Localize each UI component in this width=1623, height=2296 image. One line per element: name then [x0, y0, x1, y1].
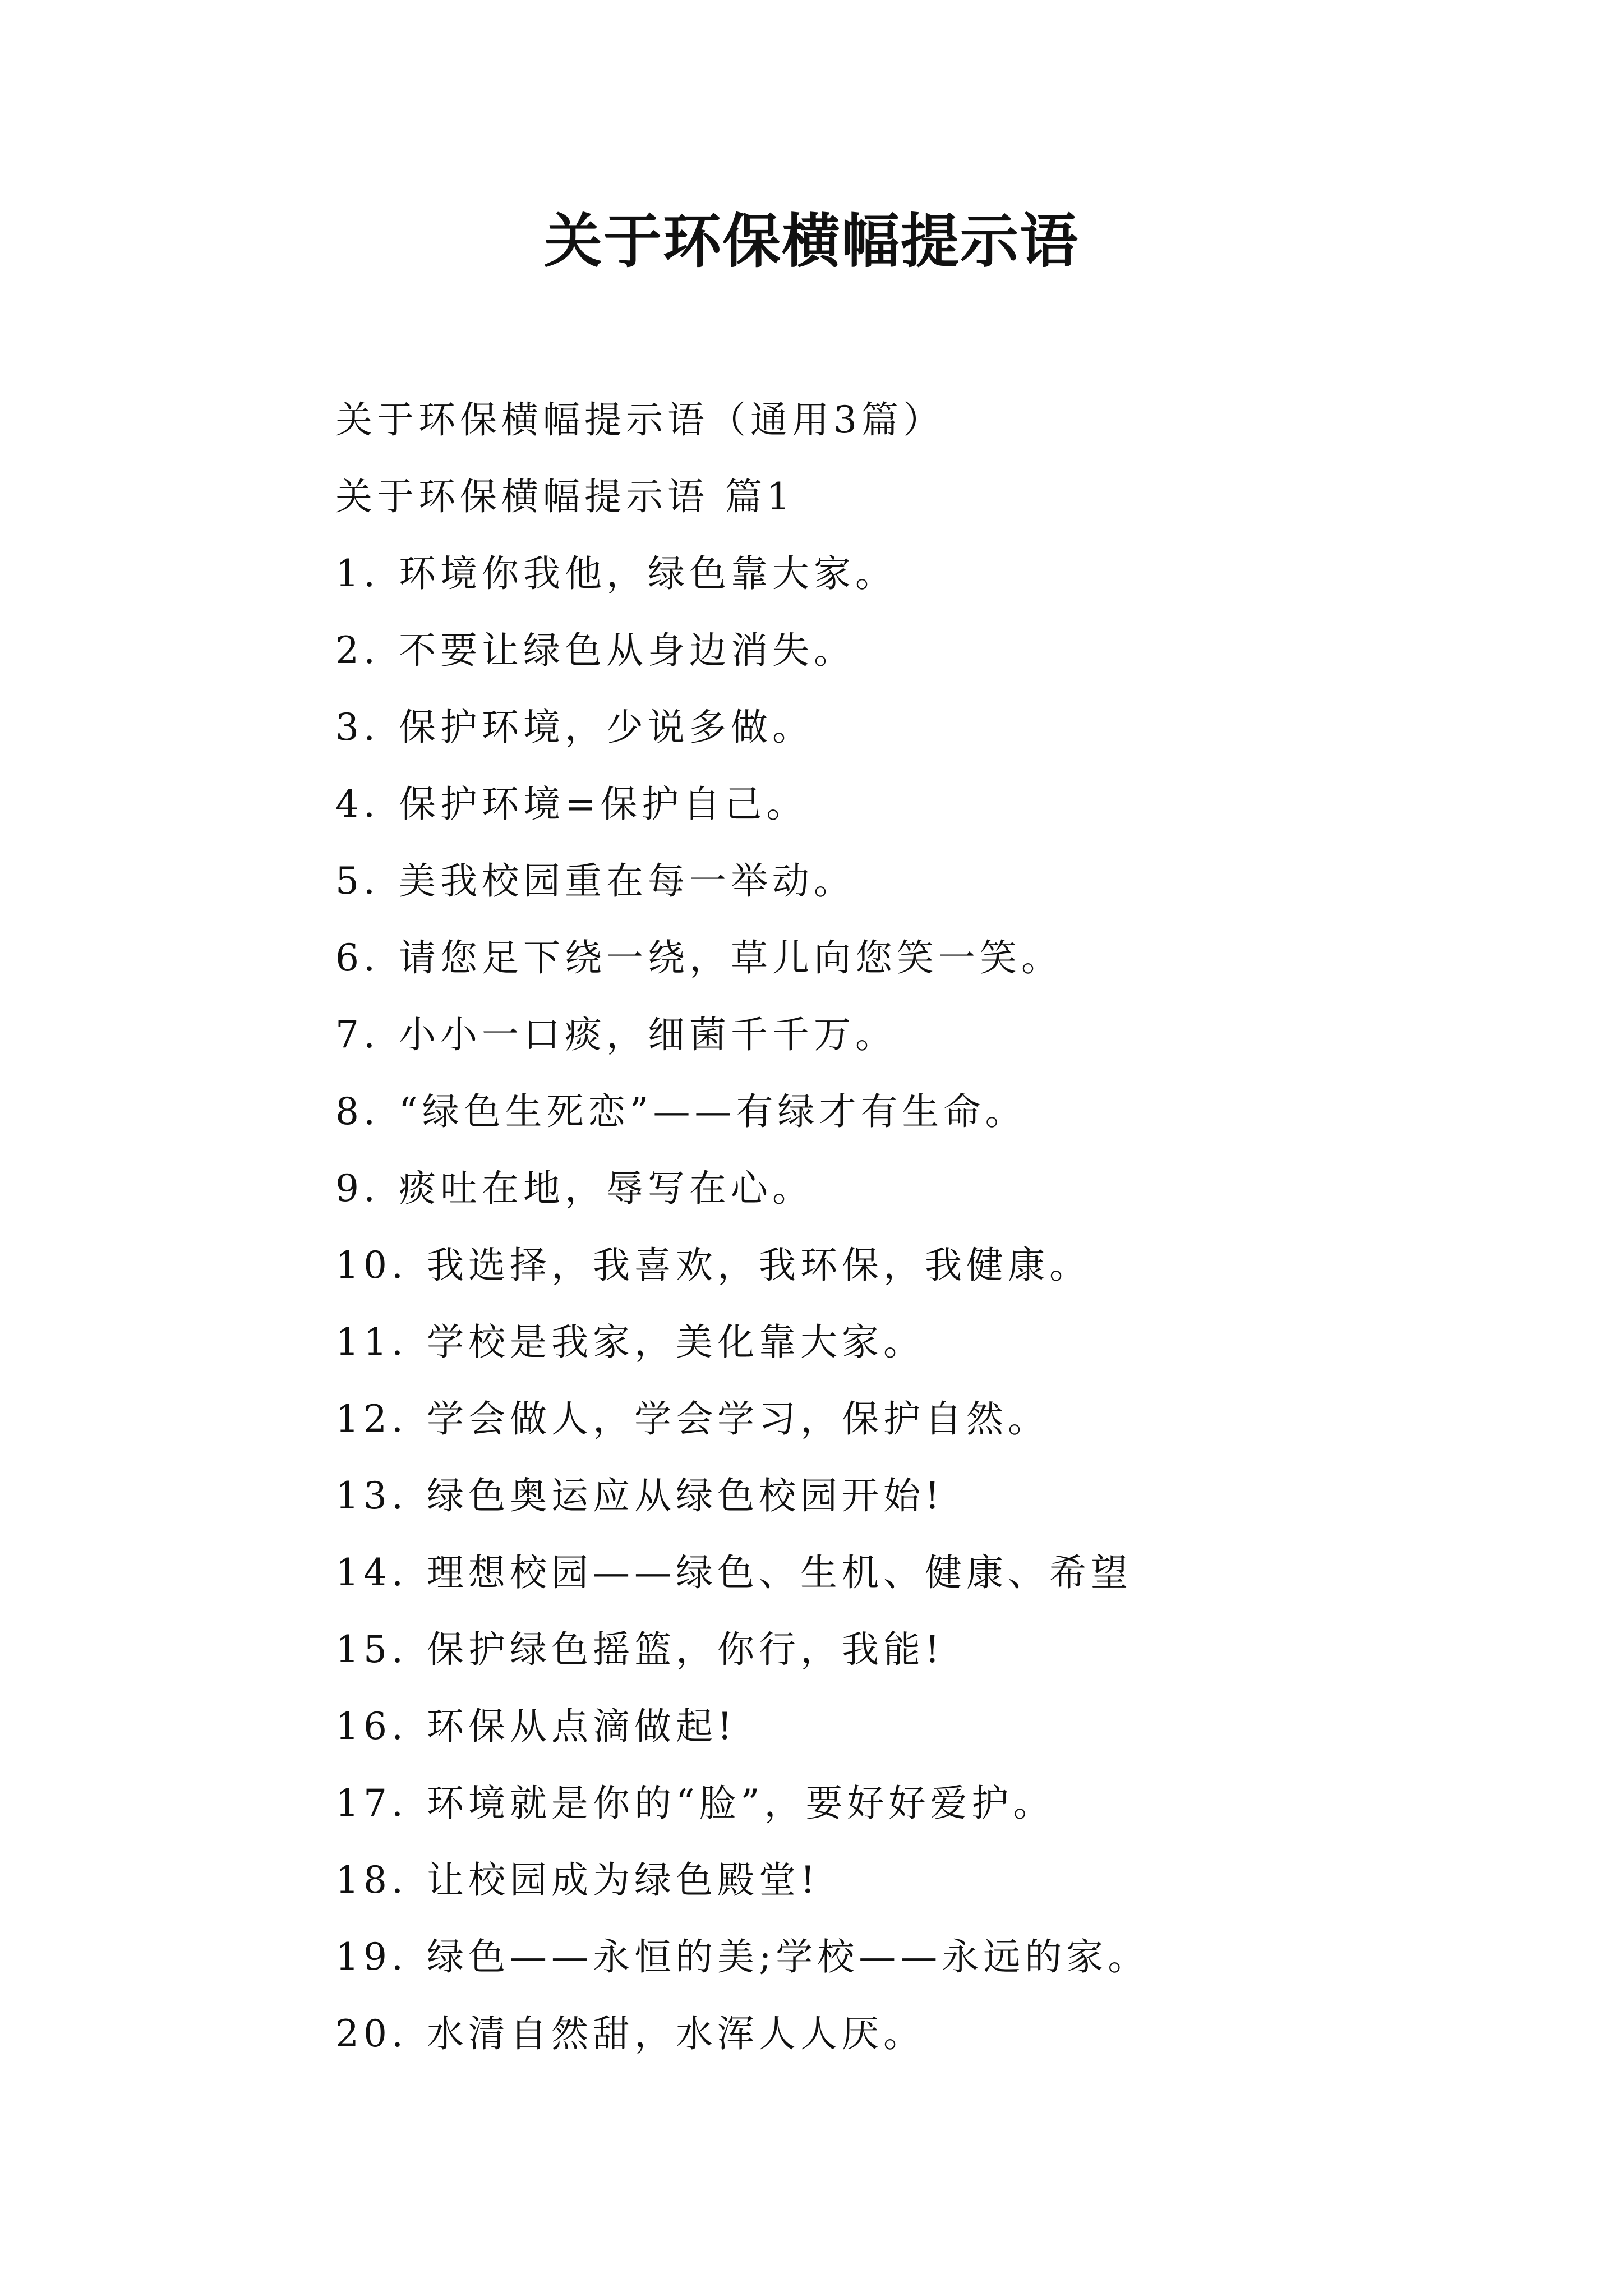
list-item	[335, 535, 1513, 612]
item-text: 保护环境=保护自己。	[398, 783, 808, 826]
item-text: 绿色奥运应从绿色校园开始!	[426, 1474, 944, 1517]
item-number: 3.	[335, 706, 380, 749]
item-text: 不要让绿色从身边消失。	[398, 629, 855, 672]
item-text: 保护环境，少说多做。	[398, 706, 814, 749]
item-number: 15.	[335, 1628, 408, 1671]
list-item	[335, 1304, 1513, 1381]
list-item	[335, 843, 1513, 919]
list-item	[335, 1381, 1513, 1457]
section-heading: 关于环保横幅提示语 篇1	[335, 475, 795, 518]
item-number: 12.	[335, 1397, 408, 1441]
item-text: 学会做人，学会学习，保护自然。	[426, 1397, 1049, 1441]
list-item	[335, 612, 1513, 689]
list-item	[335, 1611, 1513, 1688]
item-number: 10.	[335, 1244, 408, 1287]
item-number: 8.	[335, 1090, 380, 1133]
document-body	[335, 381, 1513, 2072]
item-text: 小小一口痰，细菌千千万。	[398, 1013, 897, 1056]
list-item	[335, 1842, 1513, 1918]
list-item	[335, 1534, 1513, 1611]
list-item	[335, 689, 1513, 766]
item-text: 水清自然甜，水浑人人厌。	[426, 2012, 925, 2055]
item-number: 6.	[335, 936, 380, 979]
item-text: 理想校园——绿色、生机、健康、希望	[426, 1551, 1132, 1594]
list-item	[335, 1227, 1513, 1304]
item-number: 1.	[335, 552, 380, 595]
list-item	[335, 1073, 1513, 1150]
list-item	[335, 1688, 1513, 1765]
item-number: 14.	[335, 1551, 408, 1594]
item-text: 痰吐在地，辱写在心。	[398, 1167, 814, 1210]
item-text: 环境你我他，绿色靠大家。	[398, 552, 897, 595]
list-item	[335, 996, 1513, 1073]
list-item	[335, 766, 1513, 843]
item-number: 2.	[335, 629, 380, 672]
list-item	[335, 1150, 1513, 1227]
item-text: “绿色生死恋”——有绿才有生命。	[398, 1090, 1027, 1133]
item-text: 我选择，我喜欢，我环保，我健康。	[426, 1244, 1091, 1287]
item-text: 环保从点滴做起!	[426, 1705, 737, 1748]
item-number: 5.	[335, 859, 380, 903]
item-number: 9.	[335, 1167, 380, 1210]
item-text: 让校园成为绿色殿堂!	[426, 1858, 820, 1902]
item-text: 美我校园重在每一举动。	[398, 859, 855, 903]
item-number: 18.	[335, 1858, 408, 1902]
item-number: 17.	[335, 1782, 408, 1825]
list-item	[335, 1457, 1513, 1534]
item-number: 20.	[335, 2012, 408, 2055]
list-item	[335, 1995, 1513, 2072]
list-item	[335, 1918, 1513, 1995]
item-number: 19.	[335, 1935, 408, 1978]
document-subtitle: 关于环保横幅提示语（通用3篇）	[335, 398, 944, 441]
list-item	[335, 1765, 1513, 1842]
item-text: 请您足下绕一绕，草儿向您笑一笑。	[398, 936, 1063, 979]
item-text: 保护绿色摇篮，你行，我能!	[426, 1628, 944, 1671]
item-number: 4.	[335, 783, 380, 826]
item-text: 绿色——永恒的美;学校——永远的家。	[426, 1935, 1150, 1978]
item-number: 11.	[335, 1320, 408, 1364]
item-number: 13.	[335, 1474, 408, 1517]
document-title: 关于环保横幅提示语	[543, 207, 1079, 275]
item-text: 环境就是你的“脸”，要好好爱护。	[426, 1782, 1055, 1825]
item-text: 学校是我家，美化靠大家。	[426, 1320, 925, 1364]
list-item	[335, 919, 1513, 996]
item-number: 7.	[335, 1013, 380, 1056]
item-number: 16.	[335, 1705, 408, 1748]
